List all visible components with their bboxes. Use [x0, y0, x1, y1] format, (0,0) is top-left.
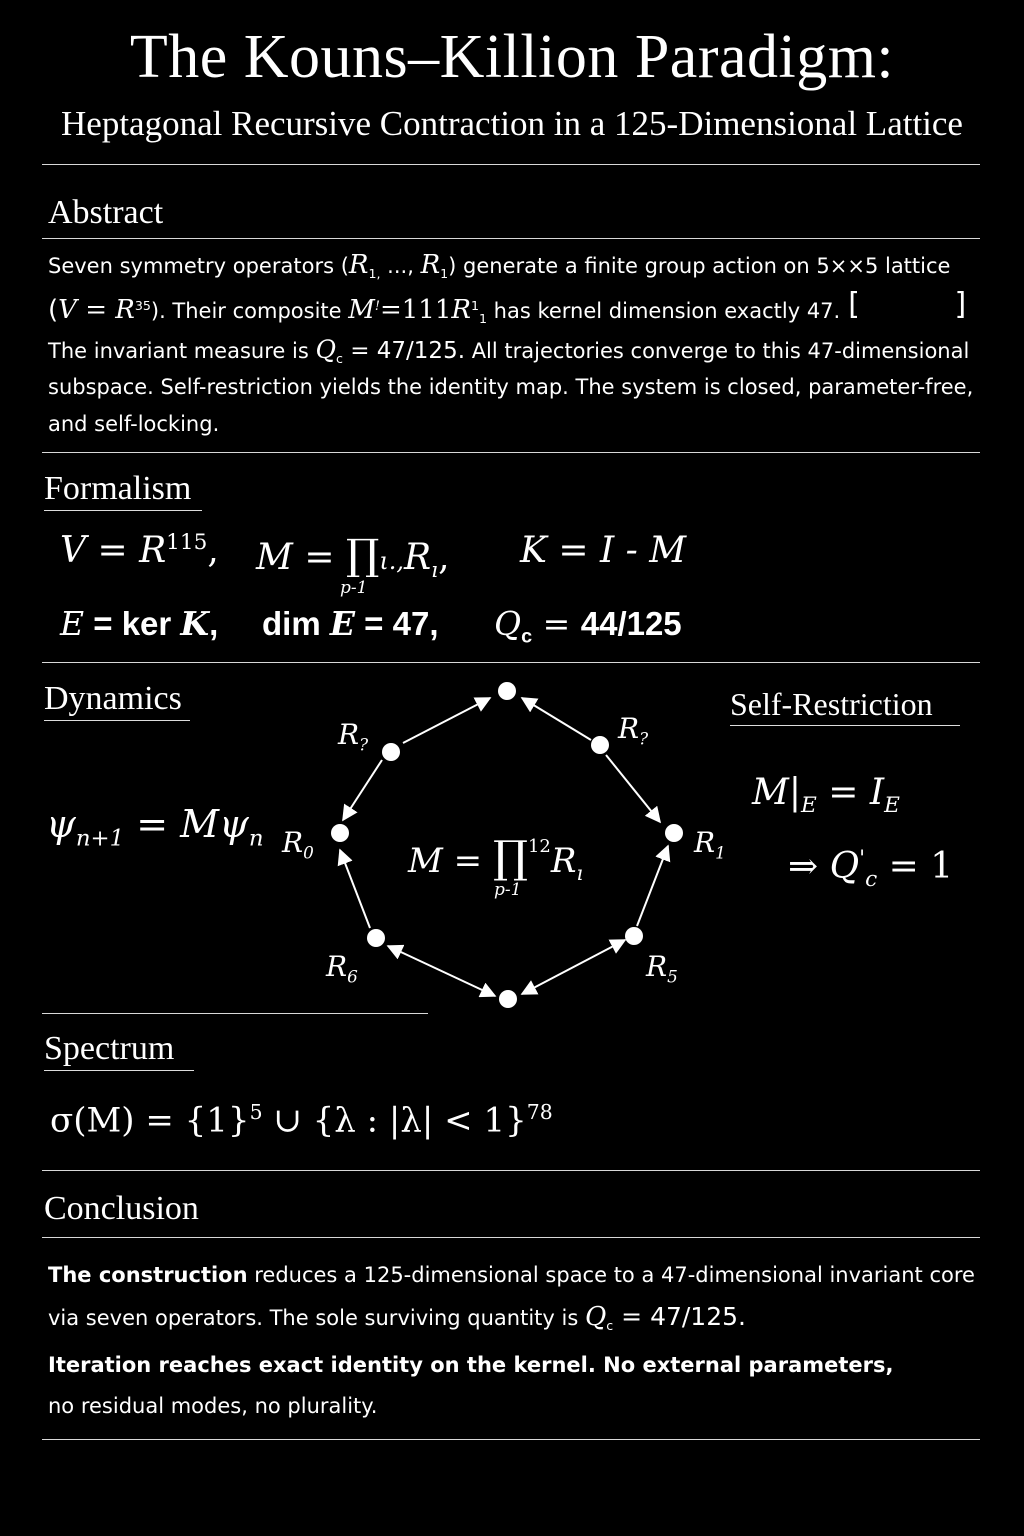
node-bottom [499, 990, 517, 1008]
abstract-line-3: The invariant measure is $Q_c = 47/125$. All trajectories converge to this 47-dimensional [48, 335, 970, 367]
formalism-eq-k: K = I - M [520, 530, 687, 571]
label-r-top-right: $R_?$ [618, 712, 649, 749]
abstract-line-1: Seven symmetry operators ($R_{1,}$ ..., $R_1$) generate a finite group action on 5××5 lattice [48, 250, 951, 282]
node-r6 [367, 929, 385, 947]
abstract-line-2: $(V = R^{35})$. Their composite $M^!=111R^1_1$ has kernel dimension exactly 47. [48, 295, 841, 327]
conclusion-line-3: Iteration reaches exact identity on the kernel. No external parameters, [48, 1353, 894, 1377]
formalism-eq-measure: $Q_c = 44/125$ [494, 604, 682, 648]
formalism-eq-kernel: E = ker K, [60, 604, 219, 643]
edge-left-lower [340, 850, 370, 928]
node-r5 [625, 927, 643, 945]
formalism-prod-lower: p-1 [340, 578, 368, 598]
label-r-top-left: $R_?$ [338, 718, 369, 755]
dynamics-recurrence: $\psi_{n+1} = M\psi_n$ [46, 802, 264, 852]
abstract-heading: Abstract [48, 194, 164, 231]
node-top-left [382, 743, 400, 761]
formalism-heading: Formalism [44, 470, 202, 511]
formalism-eq-composite: $M = \prod\iota.,R_ı$, [256, 530, 450, 584]
label-r1: $R_1$ [694, 826, 726, 863]
self-restriction-eq-measure: ⇒ $Q'_c = 1$ [788, 846, 954, 893]
edge-right-lower [637, 846, 668, 926]
node-r1 [665, 824, 683, 842]
paper-subtitle: Heptagonal Recursive Contraction in a 125-Dimensional Lattice [61, 104, 963, 143]
divider [42, 1237, 980, 1238]
dynamics-heading: Dynamics [44, 680, 190, 721]
edge-right-upper [606, 755, 660, 822]
node-r0 [331, 824, 349, 842]
spectrum-equation: $\sigma(M) = \{1\}^5$ ∪ {λ : |λ| < 1}$^{78}$ [50, 1100, 553, 1141]
formalism-eq-space: $V = R^{115}$, [60, 530, 219, 571]
self-restriction-heading: Self-Restriction [730, 686, 960, 726]
placeholder-box: [ ] [844, 287, 971, 322]
abstract-line-4: subspace. Self-restriction yields the identity map. The system is closed, parameter-free, [48, 375, 974, 399]
label-r0: $R_0$ [282, 826, 314, 863]
conclusion-line-1: The construction reduces a 125-dimensional space to a 47-dimensional invariant core [48, 1263, 975, 1287]
edge-left-upper [343, 760, 382, 820]
label-r6: $R_6$ [326, 950, 358, 987]
conclusion-line-4: no residual modes, no plurality. [48, 1394, 378, 1418]
formalism-eq-dim: dim E = 47, [262, 604, 439, 643]
abstract-line-5: and self-locking. [48, 412, 220, 436]
self-restriction-eq-identity: $M|_E = I_E$ [752, 772, 900, 819]
label-r5: $R_5$ [646, 950, 678, 987]
center-composite-formula: $M = \prod^{12}R_ı$ [408, 832, 584, 885]
edge-top-right [522, 698, 591, 740]
node-top [498, 682, 516, 700]
center-prod-lower: p-1 [494, 880, 522, 900]
edge-top-left [403, 698, 490, 743]
edge-bottom-left [388, 946, 495, 996]
edge-bottom-right [522, 940, 625, 994]
divider [42, 1439, 980, 1440]
conclusion-line-2: via seven operators. The sole surviving quantity is $Q_c = 47/125$. [48, 1302, 746, 1334]
paper-title: The Kouns–Killion Paradigm: [129, 23, 895, 91]
divider [42, 1170, 980, 1171]
spectrum-heading: Spectrum [44, 1030, 194, 1071]
node-top-right [591, 736, 609, 754]
conclusion-heading: Conclusion [44, 1190, 199, 1227]
